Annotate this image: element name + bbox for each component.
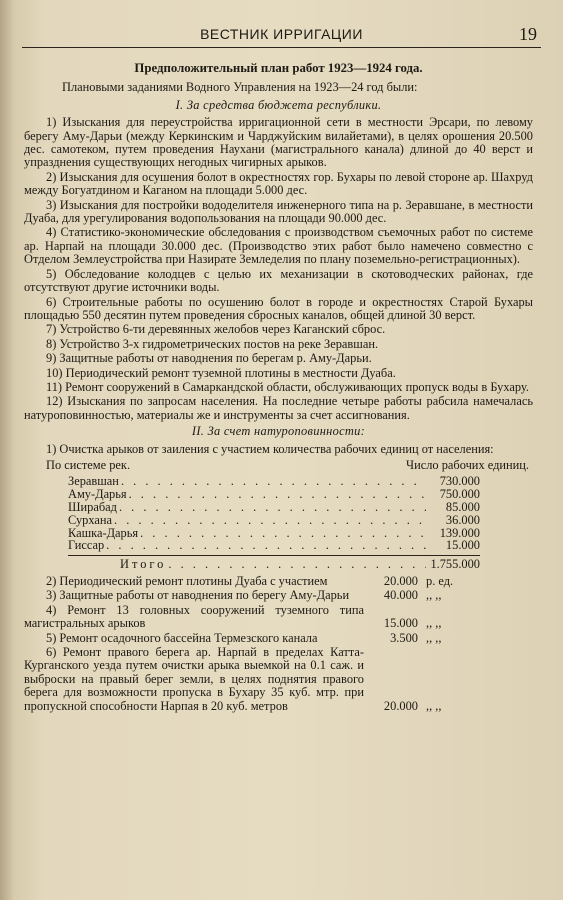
total-label: Итого [120, 557, 167, 572]
item-value: 40.000 [383, 588, 418, 603]
page-number: 19 [519, 24, 537, 44]
section-1-list [24, 116, 533, 422]
dot-leader [129, 488, 426, 501]
item-text: 5) Ремонт осадочного бассейна Термезского канала [46, 630, 318, 645]
item-unit: р. ед. [426, 573, 454, 588]
worker-count: 36.000 [445, 512, 480, 527]
section-2-list [24, 575, 533, 713]
table-column-headers [24, 459, 533, 472]
section-1-item: 3) Изыскания для постройки вододелителя инженерного типа на р. Зеравшане, в местности Дуаба, для урегулирования водопользования на площади 90.000 дес. [24, 197, 533, 226]
item-text: 2) Периодический ремонт плотины Дуаба с участием [46, 573, 328, 588]
journal-title: ВЕСТНИК ИРРИГАЦИИ [200, 26, 363, 42]
section-1-item: 4) Статистико-экономические обследования с производством съемочных работ по системе ар. Нарпай на площади 30.000 дес. (Производство этих работ было намечено совместно с Отделом Землеустройства при Назирате Земледелия по плану поземельно-регистрационных). [24, 225, 533, 267]
page-fold-shadow [0, 0, 14, 900]
list-item [24, 646, 533, 713]
table-row [68, 539, 480, 552]
worker-count: 750.000 [439, 487, 480, 502]
river-name: Сурхана [68, 512, 113, 527]
worker-count: 85.000 [445, 499, 480, 514]
section-1-item: 9) Защитные работы от наводнения по берегам р. Аму-Дарьи. [46, 351, 372, 366]
table-row [68, 475, 480, 488]
river-name: Гиссар [68, 538, 105, 553]
section-1-item: 6) Строительные работы по осушению болот в городе и окрестностях Старой Бухары площадью 550 десятин путем проведения сбросных каналов, общей длиной 30 верст. [24, 294, 533, 322]
list-item [24, 604, 533, 631]
table-total-row [120, 558, 480, 571]
column-header-river: По системе рек. [46, 457, 131, 472]
section-2-item-1: 1) Очистка арыков от заиления с участием количества рабочих единиц от населения: [46, 441, 494, 456]
item-value: 20.000 [383, 573, 418, 588]
table-row [68, 527, 480, 540]
worker-count: 139.000 [439, 525, 480, 540]
section-1-item: 2) Изыскания для осушения болот в окрестностях гор. Бухары по левой стороне ар. Шахруд между Богуатдином и Каганом на площади 5.000 дес. [24, 169, 533, 198]
total-value: 1.755.000 [430, 557, 480, 572]
section-1-item: 11) Ремонт сооружений в Самаркандской области, обслуживающих пропуск воды в Бухару. [46, 379, 529, 394]
item-unit: ,, ,, [426, 616, 442, 631]
river-name: Аму-Дарья [68, 487, 127, 502]
total-rule [68, 555, 480, 556]
table-row [68, 501, 480, 514]
section-1-item: 5) Обследование колодцев с целью их механизации в скотоводческих районах, где отсутствуют другие источники воды. [24, 266, 533, 295]
dot-leader [106, 539, 426, 552]
dot-leader [119, 501, 426, 514]
river-name: Ширабад [68, 499, 117, 514]
list-item [24, 575, 533, 588]
item-text: 3) Защитные работы от наводнения по берегу Аму-Дарьи [46, 588, 350, 603]
item-value: 3.500 [390, 630, 418, 645]
item-value: 15.000 [383, 616, 418, 631]
list-item [24, 589, 533, 602]
item-unit: ,, ,, [426, 630, 442, 645]
list-item [24, 632, 533, 645]
section-1-item: 10) Периодический ремонт туземной плотины в местности Дуаба. [46, 365, 396, 380]
intro-paragraph: Плановыми заданиями Водного Управления на 1923—24 год были: [62, 80, 418, 95]
page-header [22, 24, 541, 50]
section-1-item: 7) Устройство 6-ти деревянных желобов через Каганский сброс. [46, 322, 386, 337]
header-rule [22, 47, 541, 48]
item-text: 6) Ремонт правого берега ар. Нарпай в пределах Катта-Курганского уезда путем очистки арыка выемкой на 0.1 саж. и выброски на правый берег земли, в целях поднятия правого берега для возможности пропуска в Бухару 35 куб. мтр. при пропускной способности Нарпая в 20 куб. метров [24, 644, 364, 713]
worker-count: 15.000 [445, 538, 480, 553]
section-1-item: 8) Устройство 3-х гидрометрических постов на реке Зеравшан. [46, 336, 379, 351]
item-text: 4) Ремонт 13 головных сооружений туземного типа магистральных арыков [24, 602, 364, 631]
item-unit: ,, ,, [426, 698, 442, 713]
section-1-item: 12) Изыскания по запросам населения. На последние четыре работы рабсила намечалась натуроповинностью, материалы же и инструменты за счет ассигнования. [24, 394, 533, 422]
dot-leader [114, 514, 426, 527]
column-header-workers: Число рабочих единиц. [406, 457, 529, 472]
dot-leader [140, 527, 426, 540]
river-name: Зеравшан [68, 474, 119, 489]
item-value: 20.000 [383, 698, 418, 713]
section-1-heading: I. За средства бюджета республики. [175, 97, 382, 112]
river-name: Кашка-Дарья [68, 525, 139, 540]
section-2-heading: II. За счет натуроповинности: [191, 424, 366, 439]
article-title: Предположительный план работ 1923—1924 года. [134, 61, 423, 75]
table-row [68, 488, 480, 501]
table-row [68, 514, 480, 527]
item-unit: ,, ,, [426, 588, 442, 603]
article-body [24, 58, 533, 714]
rivers-table [68, 475, 480, 571]
section-1-item: 1) Изыскания для переустройства ирригационной сети в местности Эрсари, по левому берегу Аму-Дарьи (между Керкинским и Чарджуйским вилайетами), в целях орошения 20.500 дес. самотеком, путем проведения Наухани (магистрального канала) длиной до 40 верст и упразднения существующих негодных чигирных арыков. [24, 115, 533, 170]
dot-leader [168, 558, 426, 571]
dot-leader [121, 475, 426, 488]
worker-count: 730.000 [439, 474, 480, 489]
